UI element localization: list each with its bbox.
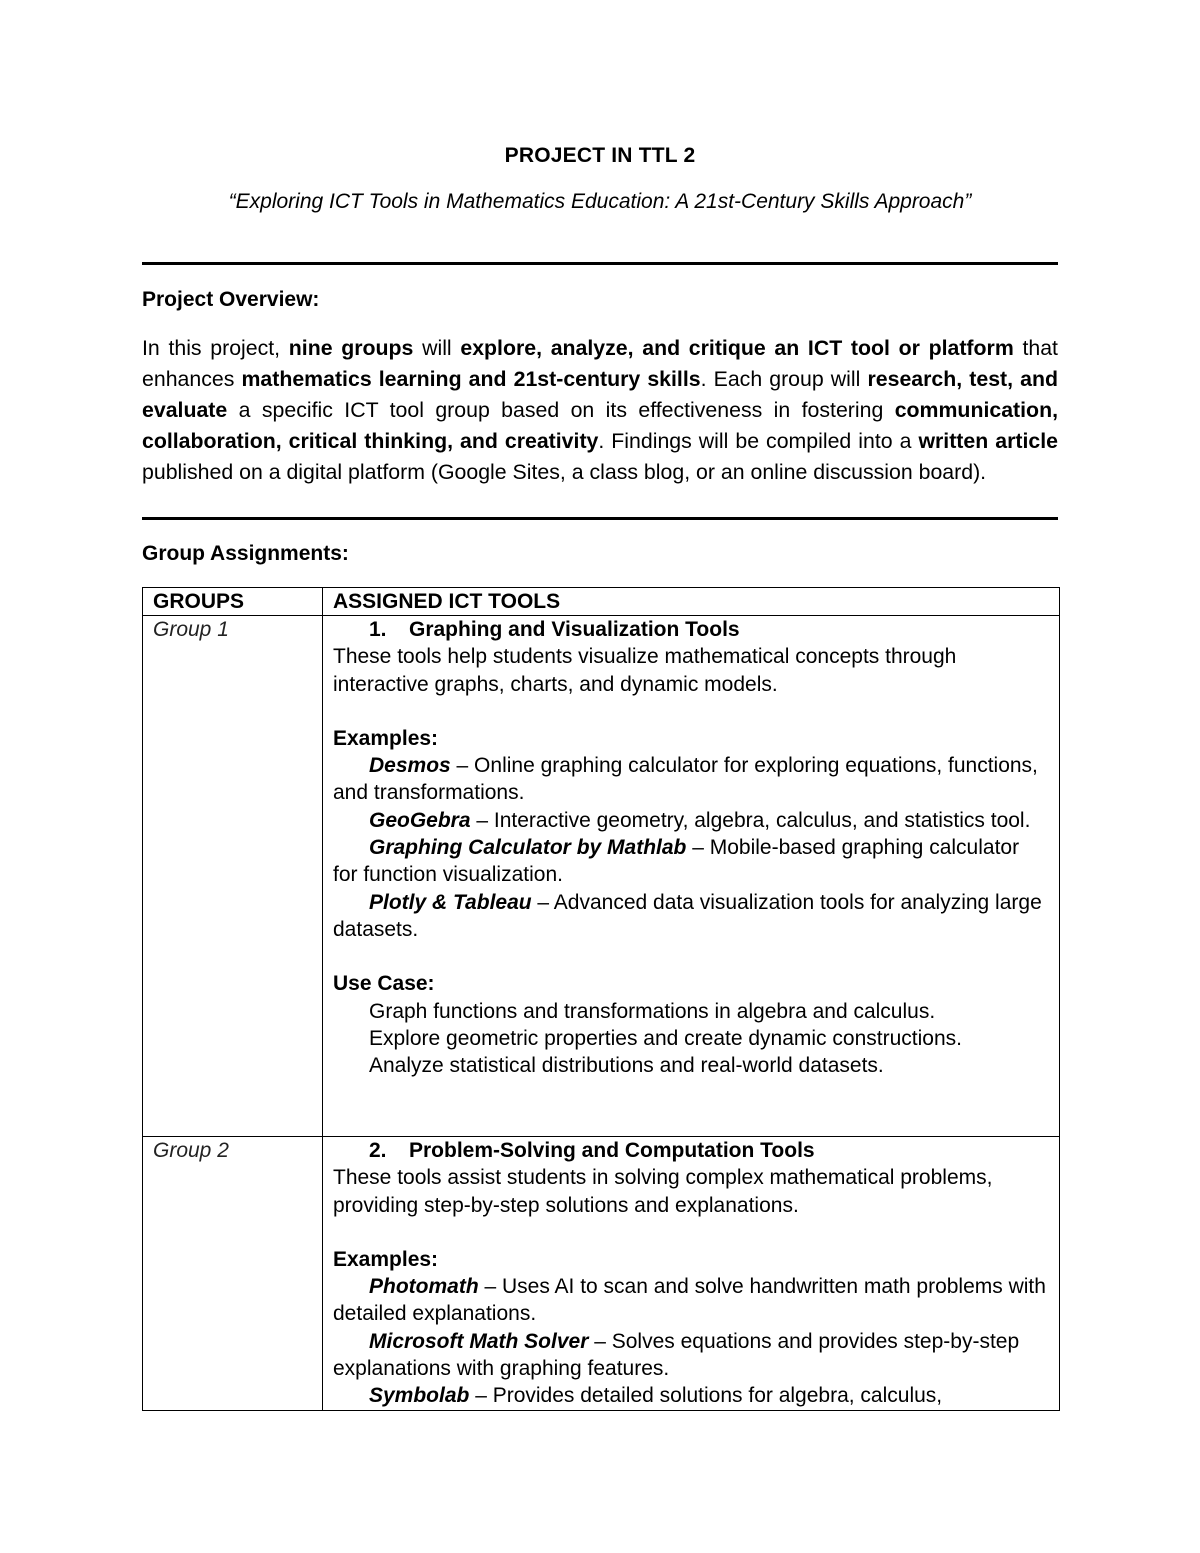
col-header-groups: GROUPS bbox=[143, 588, 323, 616]
group-name: Group 1 bbox=[153, 618, 229, 641]
table-row bbox=[143, 616, 1060, 1137]
example-name: Graphing Calculator by Mathlab bbox=[369, 836, 687, 860]
document-title: PROJECT IN TTL 2 bbox=[504, 144, 696, 167]
example-desc: – Provides detailed solutions for algebra, calculus, bbox=[469, 1384, 943, 1408]
group-cell bbox=[143, 1137, 323, 1411]
group-cell bbox=[143, 616, 323, 1137]
category-title bbox=[333, 1137, 1049, 1164]
example-name: Photomath bbox=[369, 1275, 479, 1299]
assignments-heading: Group Assignments: bbox=[142, 542, 349, 565]
example-item bbox=[333, 752, 1049, 807]
example-item bbox=[333, 1382, 1049, 1409]
table-row bbox=[143, 1137, 1060, 1411]
overview-text: that enhances bbox=[142, 336, 1058, 391]
examples-label: Examples: bbox=[333, 1247, 439, 1271]
example-item bbox=[333, 889, 1049, 944]
example-desc: – Uses AI to scan and solve handwritten math problems with detailed explanations. bbox=[333, 1275, 1046, 1326]
example-item bbox=[333, 1328, 1049, 1383]
overview-bold-text: mathematics learning and 21st-century skills bbox=[241, 367, 701, 391]
overview-bold-text: nine groups bbox=[288, 336, 414, 360]
usecase-item: Explore geometric properties and create dynamic constructions. bbox=[369, 1026, 962, 1050]
overview-heading: Project Overview: bbox=[142, 288, 320, 311]
overview-paragraph bbox=[142, 333, 1058, 488]
category-description: These tools help students visualize mathematical concepts through interactive graphs, charts, and dynamic models. bbox=[333, 645, 957, 696]
example-desc: – Mobile-based graphing calculator for function visualization. bbox=[333, 836, 1020, 887]
overview-text: will bbox=[413, 336, 461, 360]
example-desc: – Online graphing calculator for exploring equations, functions, and transformations. bbox=[333, 754, 1038, 805]
category-number: 2. bbox=[369, 1139, 387, 1162]
example-name: Plotly & Tableau bbox=[369, 890, 532, 914]
category-name: Graphing and Visualization Tools bbox=[409, 618, 740, 641]
overview-text: a specific ICT tool group based on its effectiveness in fostering bbox=[227, 398, 895, 422]
category-title bbox=[333, 616, 1049, 643]
category-name: Problem-Solving and Computation Tools bbox=[409, 1139, 815, 1162]
overview-bold-text: research, test, and evaluate bbox=[142, 367, 1059, 422]
example-desc: – Interactive geometry, algebra, calculus, and statistics tool. bbox=[470, 808, 1031, 832]
example-name: Symbolab bbox=[369, 1384, 470, 1408]
example-desc: – Solves equations and provides step-by-step explanations with graphing features. bbox=[333, 1329, 1020, 1381]
overview-text: In this project, bbox=[142, 336, 289, 360]
example-item bbox=[333, 807, 1049, 834]
top-divider bbox=[142, 262, 1058, 265]
example-item bbox=[333, 1273, 1049, 1328]
overview-text: . Each group will bbox=[700, 367, 868, 391]
example-desc: – Advanced data visualization tools for analyzing large datasets. bbox=[333, 890, 1042, 941]
overview-bold-text: written article bbox=[918, 429, 1058, 453]
category-description: These tools assist students in solving complex mathematical problems, providing step-by-step solutions and explanations. bbox=[333, 1166, 993, 1217]
col-header-tools: ASSIGNED ICT TOOLS bbox=[323, 588, 1060, 616]
usecase-item: Analyze statistical distributions and real-world datasets. bbox=[369, 1054, 884, 1078]
overview-text: published on a digital platform (Google Sites, a class blog, or an online discussion board). bbox=[142, 460, 987, 484]
example-name: Desmos bbox=[369, 754, 451, 778]
examples-label: Examples: bbox=[333, 726, 439, 750]
overview-bold-text: communication, collaboration, critical thinking, and creativity bbox=[142, 398, 1058, 453]
bottom-divider bbox=[142, 517, 1058, 520]
tools-cell bbox=[323, 616, 1060, 1137]
overview-bold-text: explore, analyze, and critique an ICT tool or platform bbox=[460, 336, 1014, 360]
example-name: GeoGebra bbox=[369, 808, 471, 832]
category-number: 1. bbox=[369, 618, 387, 641]
group-assignments-table bbox=[142, 587, 1060, 1411]
group-name: Group 2 bbox=[153, 1139, 229, 1162]
example-item bbox=[333, 834, 1049, 889]
overview-text: . Findings will be compiled into a bbox=[598, 429, 919, 453]
example-name: Microsoft Math Solver bbox=[369, 1329, 589, 1353]
usecase-item: Graph functions and transformations in algebra and calculus. bbox=[369, 999, 936, 1023]
table-header-row bbox=[143, 588, 1060, 616]
usecase-label: Use Case: bbox=[333, 972, 435, 996]
tools-cell bbox=[323, 1137, 1060, 1411]
document-subtitle: “Exploring ICT Tools in Mathematics Education: A 21st-Century Skills Approach” bbox=[228, 190, 972, 213]
